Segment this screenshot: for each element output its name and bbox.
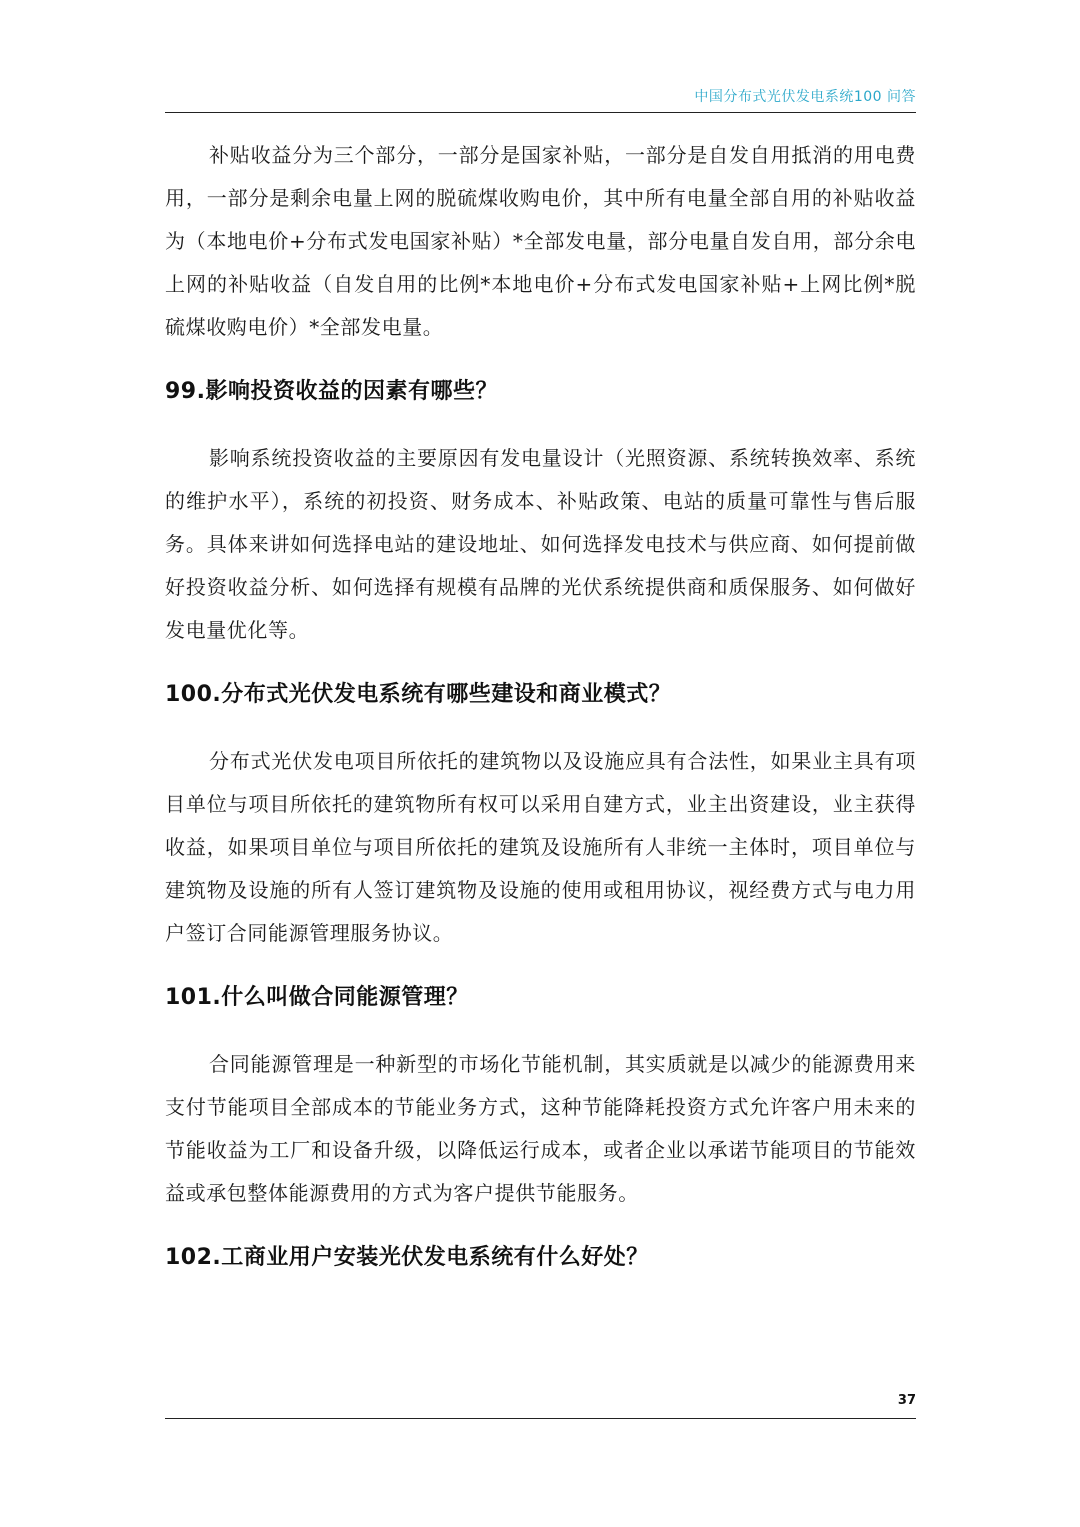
question-heading-100: 100.分布式光伏发电系统有哪些建设和商业模式？ xyxy=(165,682,672,707)
answer-paragraph-100: 分布式光伏发电项目所依托的建筑物以及设施应具有合法性，如果业主具有项目单位与项目所依托的建筑物所有权可以采用自建方式，业主出资建设，业主获得收益，如果项目单位与项目所依托的建筑及设施所有人非统一主体时，项目单位与建筑物及设施的所有人签订建筑物及设施的使用或租用协议，视经费方式与电力用户签订合同能源管理服务协议。 xyxy=(165,749,916,945)
answer-paragraph-99: 影响系统投资收益的主要原因有发电量设计（光照资源、系统转换效率、系统的维护水平），系统的初投资、财务成本、补贴政策、电站的质量可靠性与售后服务。具体来讲如何选择电站的建设地址、如何选择发电技术与供应商、如何提前做好投资收益分析、如何选择有规模有品牌的光伏系统提供商和质保服务、如何做好发电量优化等。 xyxy=(165,446,916,642)
header-divider xyxy=(165,112,916,113)
page-header xyxy=(165,86,916,108)
answer-paragraph-101: 合同能源管理是一种新型的市场化节能机制，其实质就是以减少的能源费用来支付节能项目全部成本的节能业务方式，这种节能降耗投资方式允许客户用未来的节能收益为工厂和设备升级，以降低运行成本，或者企业以承诺节能项目的节能效益或承包整体能源费用的方式为客户提供节能服务。 xyxy=(165,1052,916,1205)
question-heading-101: 101.什么叫做合同能源管理？ xyxy=(165,985,469,1010)
page-content xyxy=(165,134,916,1273)
header-title: 中国分布式光伏发电系统100 问答 xyxy=(694,89,916,105)
question-heading-99: 99.影响投资收益的因素有哪些？ xyxy=(165,379,498,404)
page-number: 37 xyxy=(897,1393,916,1408)
footer-divider xyxy=(165,1418,916,1419)
paragraph-subsidy-income: 补贴收益分为三个部分，一部分是国家补贴，一部分是自发自用抵消的用电费用，一部分是剩余电量上网的脱硫煤收购电价，其中所有电量全部自用的补贴收益为（本地电价+分布式发电国家补贴）*全部发电量，部分电量自发自用，部分余电上网的补贴收益（自发自用的比例*本地电价+分布式发电国家补贴+上网比例*脱硫煤收购电价）*全部发电量。 xyxy=(165,143,916,339)
question-heading-102: 102.工商业用户安装光伏发电系统有什么好处？ xyxy=(165,1245,649,1270)
